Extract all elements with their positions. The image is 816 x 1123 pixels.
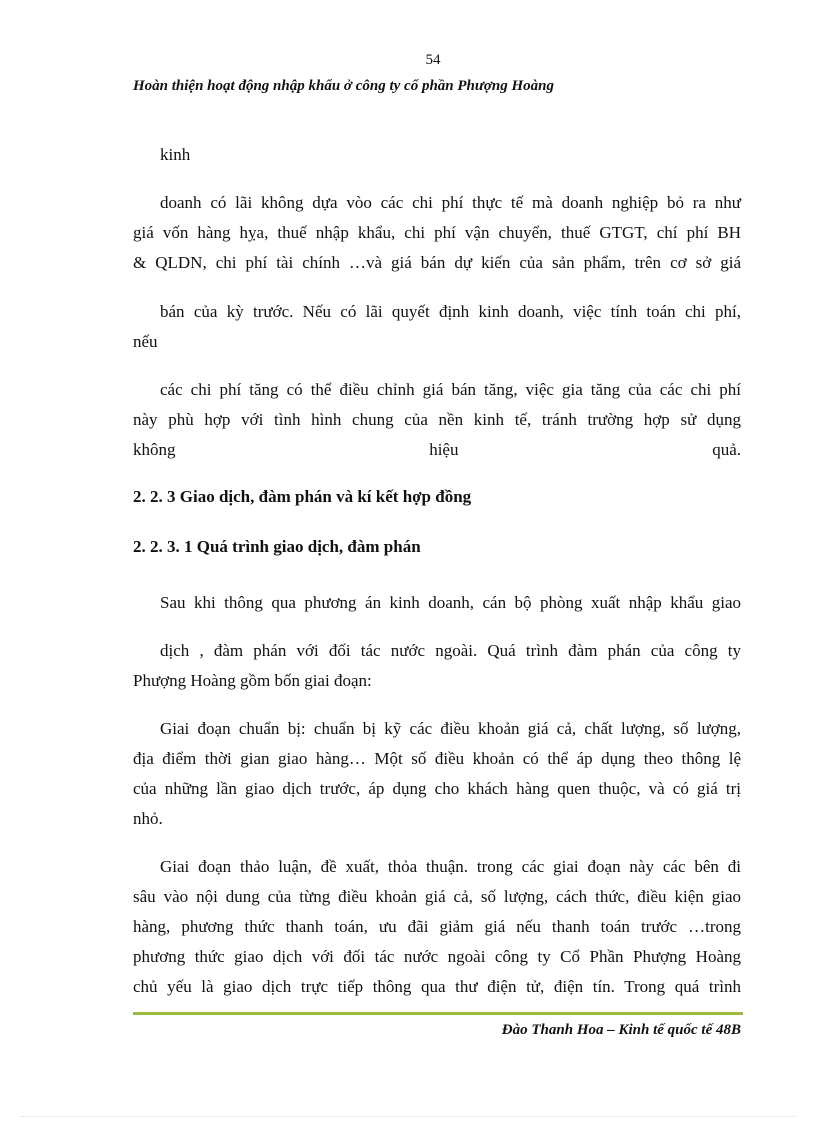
paragraph-line: này phù hợp với tình hình chung của nền kinh tế, tránh trường hợp sử dụng bbox=[133, 410, 741, 429]
paragraph-line: Sau khi thông qua phương án kinh doanh, cán bộ phòng xuất nhập khẩu giao bbox=[160, 593, 741, 612]
paragraph-line: Giai đoạn thảo luận, đề xuất, thỏa thuận. trong các giai đoạn này các bên đi bbox=[160, 857, 741, 876]
word: quả. bbox=[712, 440, 741, 459]
subsection-heading: 2. 2. 3. 1 Quá trình giao dịch, đàm phán bbox=[133, 537, 421, 556]
paragraph-line: Phượng Hoàng gồm bốn giai đoạn: bbox=[133, 671, 372, 690]
paragraph-line: doanh có lãi không dựa vòo các chi phí thực tế mà doanh nghiệp bỏ ra như bbox=[160, 193, 741, 212]
paragraph-line: bán của kỳ trước. Nếu có lãi quyết định kinh doanh, việc tính toán chi phí, bbox=[160, 302, 741, 321]
paragraph-line: nếu bbox=[133, 332, 158, 351]
page-bottom-border bbox=[20, 1116, 796, 1117]
paragraph-line: & QLDN, chi phí tài chính …và giá bán dự kiến của sản phẩm, trên cơ sở giá bbox=[133, 253, 741, 272]
paragraph-line: chủ yếu là giao dịch trực tiếp thông qua thư điện tử, điện tín. Trong quá trình bbox=[133, 977, 741, 996]
paragraph-line: của những lần giao dịch trước, áp dụng cho khách hàng quen thuộc, và có giá trị bbox=[133, 779, 741, 798]
running-header-title: Hoàn thiện hoạt động nhập khẩu ở công ty cổ phần Phượng Hoàng bbox=[133, 78, 555, 94]
paragraph-line: sâu vào nội dung của từng điều khoản giá cả, số lượng, cách thức, điều kiện giao bbox=[133, 887, 741, 906]
paragraph-line: giá vốn hàng hỵa, thuế nhập khẩu, chi phí vận chuyển, thuế GTGT, chí phí BH bbox=[133, 223, 741, 242]
paragraph-line: dịch , đàm phán với đối tác nước ngoài. Quá trình đàm phán của công ty bbox=[160, 641, 741, 660]
paragraph-line: hàng, phương thức thanh toán, ưu đãi giảm giá nếu thanh toán trước …trong bbox=[133, 917, 741, 936]
page-number: 54 bbox=[425, 52, 441, 68]
footer-author: Đào Thanh Hoa – Kinh tế quốc tế 48B bbox=[501, 1022, 741, 1038]
paragraph-line: các chi phí tăng có thể điều chỉnh giá bán tăng, việc gia tăng của các chi phí bbox=[160, 380, 741, 399]
footer-divider bbox=[133, 1012, 743, 1015]
word: hiệu bbox=[429, 440, 459, 459]
paragraph-line: phương thức giao dịch với đối tác nước ngoài công ty Cổ Phần Phượng Hoàng bbox=[133, 947, 741, 966]
paragraph-line: Giai đoạn chuẩn bị: chuẩn bị kỹ các điều khoản giá cả, chất lượng, số lượng, bbox=[160, 719, 741, 738]
paragraph-line-spread bbox=[133, 435, 741, 465]
word: không bbox=[133, 440, 176, 459]
paragraph-fragment: kinh bbox=[160, 145, 191, 164]
paragraph-line: nhỏ. bbox=[133, 809, 163, 828]
paragraph-line: địa điểm thời gian giao hàng… Một số điều khoản có thể áp dụng theo thông lệ bbox=[133, 749, 741, 768]
section-heading: 2. 2. 3 Giao dịch, đàm phán và kí kết hợp đồng bbox=[133, 487, 472, 506]
